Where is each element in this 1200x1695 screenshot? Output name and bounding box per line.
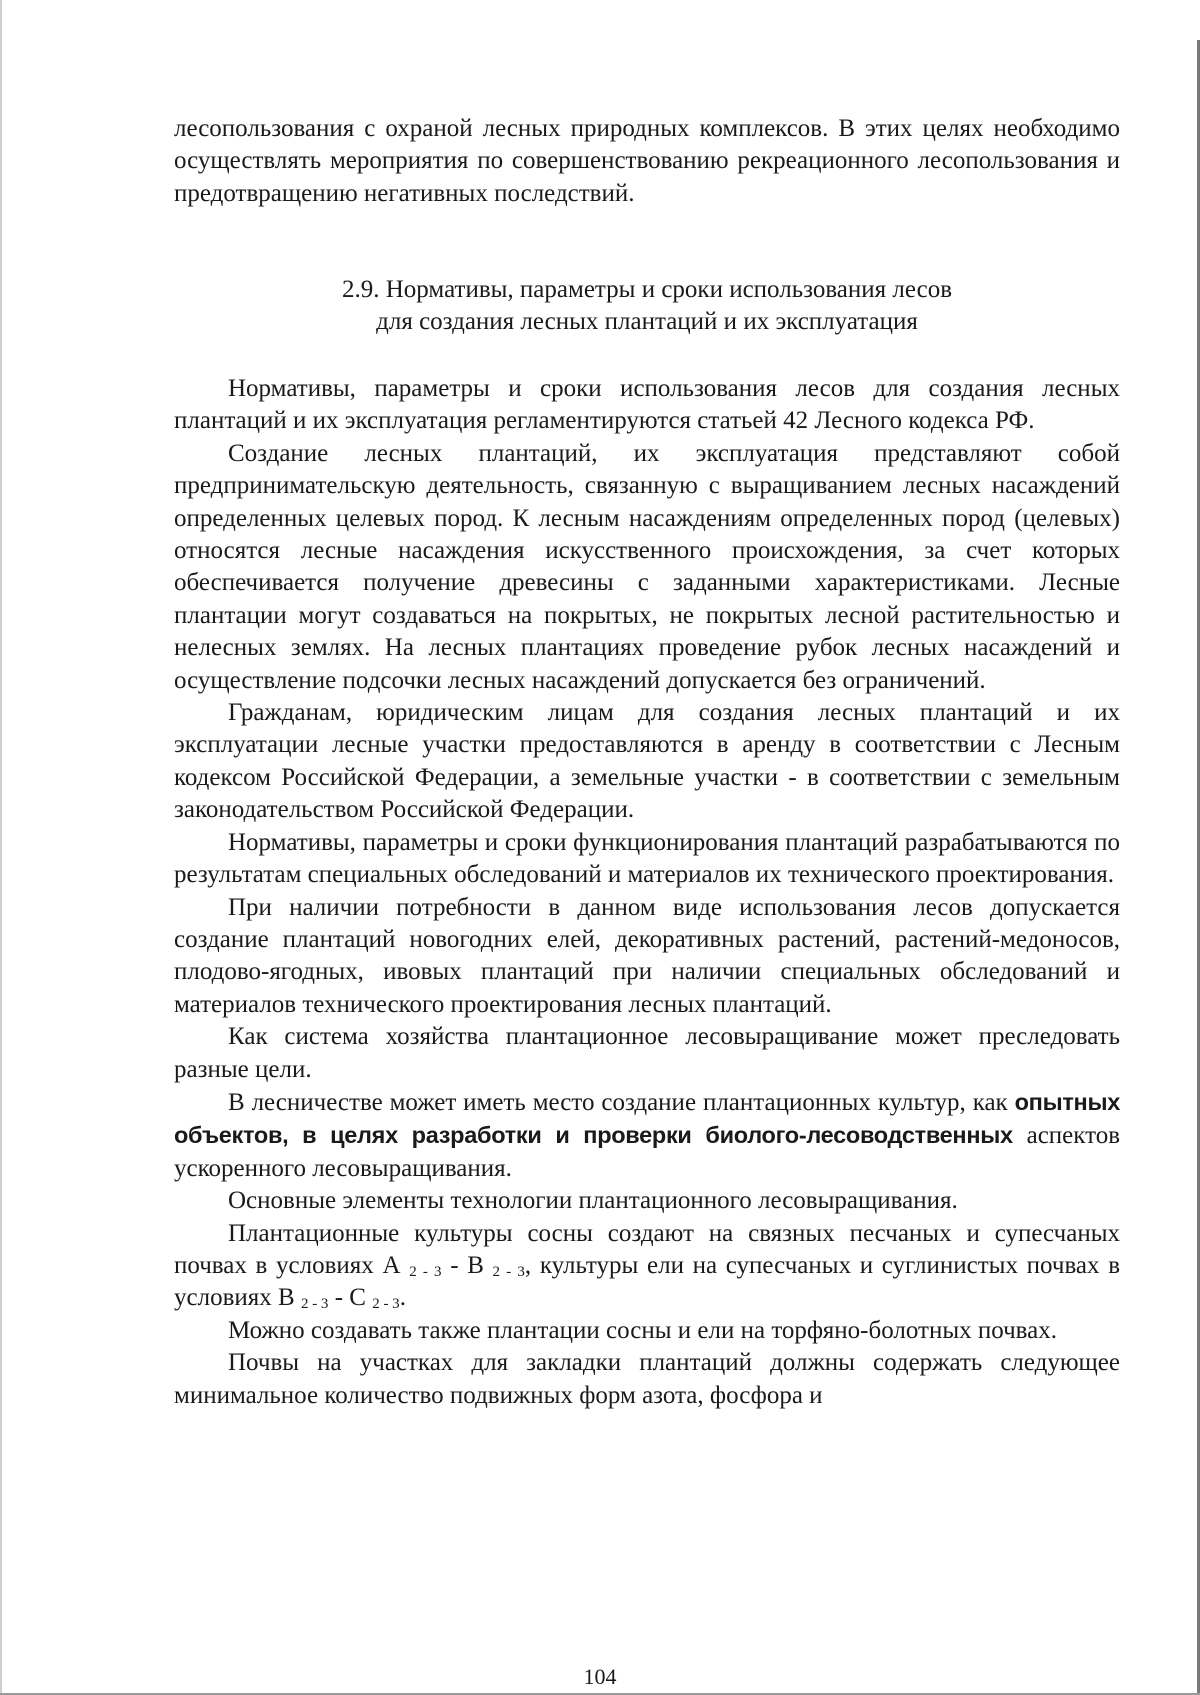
pine-text-1: Плантационные культуры сосны создают на связных песчаных и супесчаных почвах в условиях А [174,1219,1120,1279]
pine-text-4: - С [328,1284,366,1312]
paragraph-norms: Нормативы, параметры и сроки функционирования плантаций разрабатываются по результатам специальных обследований и материалов их технического проектирования. [174,828,1120,889]
pine-sub-2: 2 - 3 [492,1263,525,1280]
paragraph-soil-requirements: Почвы на участках для закладки плантаций должны содержать следующее минимальное количество подвижных форм азота, фосфора и [174,1349,1120,1409]
pine-text-2: - В [441,1251,484,1279]
paragraph-regulation: Нормативы, параметры и сроки использования лесов для создания лесных плантаций и их эксплуатация регламентируются статьей 42 Лесного кодекса РФ. [174,375,1120,435]
pine-sub-1: 2 - 3 [409,1263,442,1280]
section-heading-line1: 2.9. Нормативы, параметры и сроки использования лесов [342,276,952,303]
paragraph-experimental [174,1086,1120,1185]
paragraph-special-plantations: При наличии потребности в данном виде использования лесов допускается создание плантаций новогодних елей, декоративных растений, растений-медоносов, плодово-ягодных, ивовых плантаций при наличии специальных обследований и материалов технического проектирования лесных плантаций. [174,893,1120,1018]
page-number: 104 [583,1664,617,1689]
section-heading [174,274,1120,339]
paragraph-goals: Как система хозяйства плантационное лесовыращивание может преследовать разные цели. [174,1023,1120,1083]
body-text [174,373,1120,1412]
pine-text-3: , культуры ели на супесчаных и суглинистых почвах в условиях В [174,1251,1120,1312]
experimental-line2-bold: опытных объектов, в целях разработки и проверки биолого-лесоводственных [174,1088,1120,1149]
paragraph-tech-elements: Основные элементы технологии плантационного лесовыращивания. [228,1187,958,1215]
scan-edge-left [0,0,2,1695]
paragraph-pine-cultures [174,1218,1120,1315]
pine-sub-3: 2 - 3 [300,1296,329,1313]
section-heading-line2: для создания лесных плантаций и их эксплуатация [376,308,918,336]
pine-text-5: . [399,1284,406,1312]
experimental-line1: В лесничестве может иметь место создание плантационных культур, как [228,1088,1008,1116]
paragraph-plantation-creation: Создание лесных плантаций, их эксплуатация представляют собой предпринимательскую деятельность, связанную с выращиванием лесных насаждений определенных целевых пород. К лесным насаждениям определенных пород (целевых) относятся лесные насаждения искусственного происхождения, за счет которых обеспечивается получение древесины с заданными характеристиками. Лесные плантации могут создаваться на покрытых, не покрытых лесной растительностью и нелесных землях. На лесных плантациях проведение рубок лесных насаждений и осуществление подсочки лесных насаждений допускается без ограничений. [174,439,1120,694]
top-paragraph: лесопользования с охраной лесных природных комплексов. В этих целях необходимо осуществлять мероприятия по совершенствованию рекреационного лесопользования и предотвращению негативных последствий. [174,115,1120,207]
pine-sub-4: 2 - 3 [372,1296,400,1313]
paragraph-lease: Гражданам, юридическим лицам для создания лесных плантаций и их эксплуатации лесные участки предоставляются в аренду в соответствии с Лесным кодексом Российской Федерации, а земельные участки - в соответствии с земельным законодательством Российской Федерации. [174,699,1120,824]
top-paragraph-block [174,113,1120,210]
paragraph-peat-soils: Можно создавать также плантации сосны и ели на торфяно-болотных почвах. [228,1316,1058,1344]
experimental-line3: аспектов ускоренного лесовыращивания. [174,1122,1120,1182]
